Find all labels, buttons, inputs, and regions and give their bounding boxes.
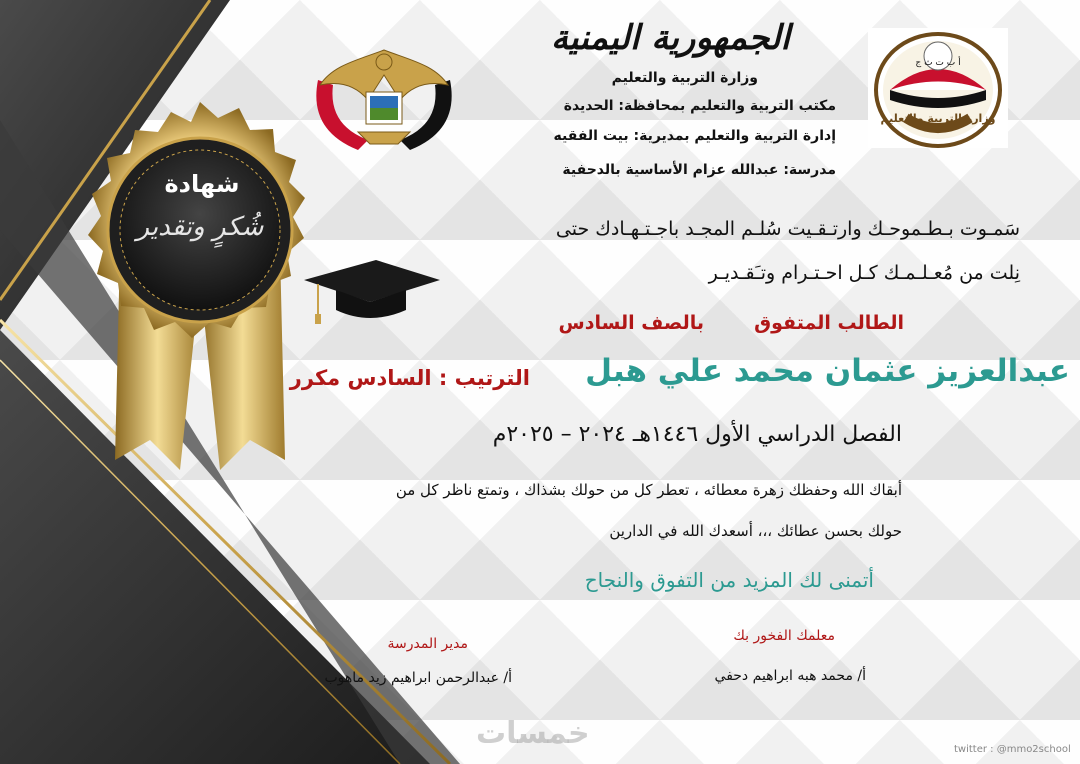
student-grade: بالصف السادس bbox=[558, 312, 704, 334]
verse-line-1: سَمـوت بـطـموحـك وارتـقـيت سُلـم المجـد باجـتـهـادك حتى bbox=[555, 218, 1020, 240]
blessing-line-1: أبقاك الله وحفظك زهرة معطائه ، تعطر كل من حولك بشذاك ، وتمتع ناظر كل من bbox=[395, 481, 902, 499]
ministry-logo-label: وزارة التربية والتعليم bbox=[880, 112, 996, 125]
principal-signature-name: أ/ عبدالرحمن ابراهيم زيد ماهوب bbox=[324, 670, 512, 686]
credit-text: twitter : @mmo2school bbox=[954, 744, 1071, 755]
student-title: الطالب المتفوق bbox=[754, 312, 904, 334]
blessing-line-2: حولك بحسن عطائك ،،، أسعدك الله في الدارين bbox=[609, 522, 902, 540]
header-school: مدرسة: عبدالله عزام الأساسية بالدحفية bbox=[562, 162, 836, 178]
student-name: عبدالعزيز عثمان محمد علي هبل bbox=[585, 353, 1070, 389]
header-district-office: إدارة التربية والتعليم بمديرية: بيت الفقيه bbox=[553, 128, 836, 144]
graduation-cap-icon bbox=[298, 258, 444, 328]
term-label: الفصل الدراسي الأول ١٤٤٦هـ ٢٠٢٤ – ٢٠٢٥م bbox=[492, 422, 902, 447]
teacher-signature-title: معلمك الفخور بك bbox=[733, 628, 835, 644]
principal-signature-title: مدير المدرسة bbox=[387, 636, 468, 652]
ministry-logo-icon bbox=[868, 28, 1008, 148]
ministry-logo bbox=[868, 28, 1008, 148]
ministry-logo-book-text: أ ب ت ث ج bbox=[915, 58, 961, 68]
header-governorate-office: مكتب التربية والتعليم بمحافظة: الحديدة bbox=[563, 98, 836, 114]
watermark: خمسات bbox=[476, 716, 590, 751]
verse-line-2: نِلت من مُعـلـمـك كـل احـتـرام وتـَقـديـر bbox=[708, 262, 1020, 284]
seal-word-thanks: شُكرٍ وتقدير bbox=[136, 212, 264, 242]
teacher-signature-name: أ/ محمد هبه ابراهيم دحفي bbox=[714, 668, 866, 684]
header-ministry: وزارة التربية والتعليم bbox=[611, 70, 758, 86]
header-country: الجمهورية اليمنية bbox=[550, 18, 790, 58]
yemen-emblem-icon bbox=[298, 40, 470, 160]
wish-text: أتمنى لك المزيد من التفوق والنجاح bbox=[584, 568, 874, 592]
seal-word-certificate: شهادة bbox=[164, 170, 240, 198]
student-rank: الترتيب : السادس مكرر bbox=[289, 366, 530, 390]
